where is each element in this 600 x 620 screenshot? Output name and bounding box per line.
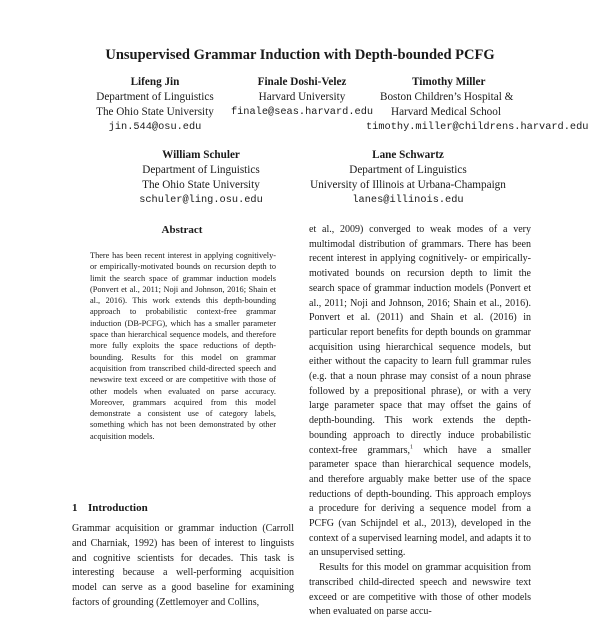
author-affiliation: Harvard Medical School: [391, 106, 501, 118]
author-block: [84, 75, 226, 135]
right-column: [309, 223, 531, 620]
author-email[interactable]: timothy.miller@childrens.harvard.edu: [366, 121, 589, 133]
section-heading: [72, 502, 148, 514]
abstract-text: There has been recent interest in applying cognitively- or empirically-motivated bounds on recursion depth to limit the search space of grammar induction models (Ponvert et al., 2011; Noji and Johnson, 2016; Shain et al., 2016). This work extends this depth-bounding approach to probabilistic context-free grammar induction (DB-PCFG), which has a smaller parameter space than hierarchical sequence models, and therefore more fully exploits the space reductions of depth-bounding. Results for this model on grammar acquisition from transcribed child-directed speech and newswire text exceed or are competitive with those of other models when evaluated on parse accuracy. Moreover, grammars acquired from this model demonstrate a consistent use of category labels, something which has not been demonstrated by other acquisition models.: [90, 251, 276, 441]
paper-title: Unsupervised Grammar Induction with Depth-bounded PCFG: [105, 47, 495, 63]
author-name: Lane Schwartz: [372, 149, 444, 161]
author-affiliation: University of Illinois at Urbana-Champaign: [310, 179, 506, 191]
author-name: Timothy Miller: [412, 76, 486, 88]
body-text: which have a smaller parameter space than hierarchical sequence models, and therefore arguably make better use of the space reductions of depth-bounding. This approach employs a procedure for deriving a sequence model from a PCFG (van Schijndel et al., 2013), developed in the context of a supervised learning model, and adapts it to an unsupervised setting.: [309, 444, 531, 559]
author-email[interactable]: finale@seas.harvard.edu: [230, 106, 374, 118]
author-affiliation: Department of Linguistics: [349, 164, 467, 176]
intro-paragraph: Grammar acquisition or grammar induction (Carroll and Charniak, 1992) has been of interest to linguists and cognitive scientists for decades. This task is interesting because a well-performing acquisition model can serve as a good baseline for examining factors of grounding (Zettlemoyer and Collins,: [72, 523, 294, 608]
author-email[interactable]: lanes@illinois.edu: [352, 194, 464, 206]
author-affiliation: The Ohio State University: [96, 106, 214, 118]
author-affiliation: Boston Children’s Hospital &: [380, 91, 514, 103]
footnote-marker[interactable]: 1: [410, 444, 413, 451]
author-affiliation: Department of Linguistics: [142, 164, 260, 176]
author-block: [128, 148, 274, 208]
author-email[interactable]: schuler@ling.osu.edu: [139, 194, 263, 206]
author-affiliation: Department of Linguistics: [96, 91, 214, 103]
section-title: Introduction: [88, 502, 148, 514]
abstract-heading: Abstract: [161, 224, 203, 236]
author-name: Lifeng Jin: [130, 76, 180, 88]
body-paragraph: Results for this model on grammar acquisition from transcribed child-directed speech and newswire text exceed or are competitive with those of other models when evaluated on parse accu-: [309, 562, 531, 618]
body-text: et al., 2009) converged to weak modes of a very multimodal distribution of grammars. There has been recent interest in applying cognitively- or empirically-motivated bounds on recursion depth to limit the search space of grammar induction models (Ponvert et al., 2011; Noji and Johnson, 2016; Shain et al., 2016). Ponvert et al. (2011) and Shain et al. (2016) in particular report benefits for depth bounds on grammar acquisition using hierarchical sequence models, but either without the capacity to learn full grammar rules (e.g. that a noun phrase may consist of a noun phrase followed by a prepositional phrase), or with a very large parameter space that may offset the gains of depth-bounding. This work extends the depth-bounding approach to directly induce probabilistic context-free grammars,: [309, 224, 531, 456]
author-email[interactable]: jin.544@osu.edu: [108, 121, 202, 133]
section-number: 1: [72, 502, 78, 514]
author-name: William Schuler: [162, 149, 240, 161]
body-paragraph: [309, 223, 531, 561]
author-name: Finale Doshi-Velez: [257, 76, 347, 88]
author-block: [366, 75, 598, 135]
author-block: [226, 75, 378, 120]
author-affiliation: Harvard University: [258, 91, 346, 103]
author-block: [290, 148, 526, 208]
author-affiliation: The Ohio State University: [142, 179, 260, 191]
